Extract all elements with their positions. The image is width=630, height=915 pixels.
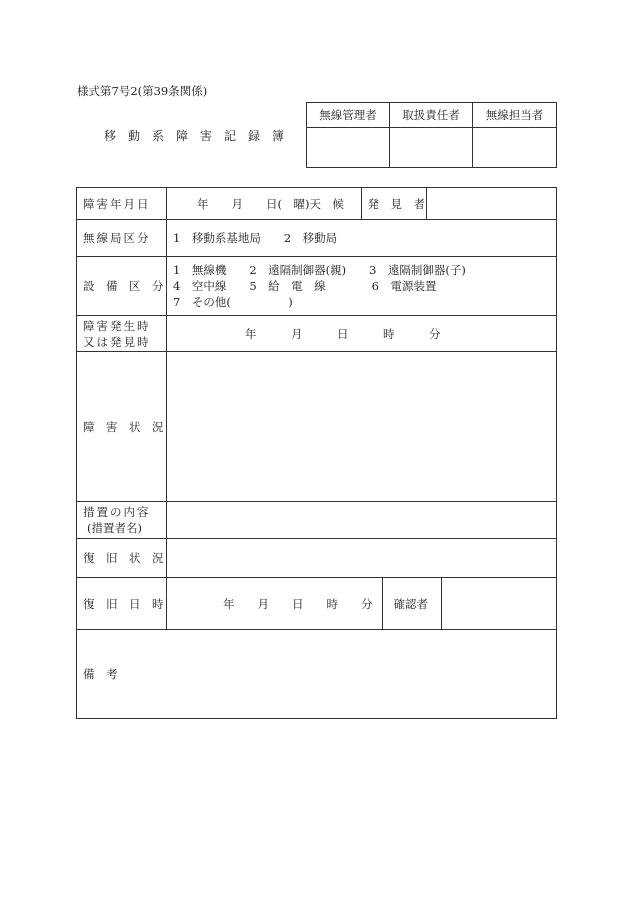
radio-staff-seal-box[interactable]: [473, 128, 557, 168]
finder-field[interactable]: [426, 188, 557, 219]
failure-date-label: 障害年月日: [77, 188, 167, 220]
occurrence-time-field[interactable]: 年 月 日 時 分: [167, 316, 557, 352]
radio-staff-header: 無線担当者: [473, 103, 557, 128]
station-type-row: [77, 220, 557, 257]
failure-status-field[interactable]: [167, 352, 557, 502]
handling-officer-header: 取扱責任者: [390, 103, 473, 128]
document-title: 移 動 系 障 害 記 録 簿: [104, 129, 285, 143]
form-identifier: 様式第7号2(第39条関係): [77, 84, 208, 98]
occurrence-time-label: [77, 316, 167, 352]
recovery-time-field[interactable]: 年 月 日 時 分: [223, 596, 373, 611]
confirmer-label: 確認者: [382, 578, 441, 629]
handling-officer-seal-box[interactable]: [390, 128, 473, 168]
failure-date-field[interactable]: 年 月 日( 曜)天 候: [197, 196, 344, 211]
record-table: [76, 187, 557, 719]
failure-status-row: [77, 352, 557, 502]
occurrence-label-line-1: 障害発生時: [83, 318, 151, 333]
equipment-options-line-1: 1 無線機 2 遠隔制御器(親) 3 遠隔制御器(子): [173, 263, 466, 277]
station-type-options[interactable]: 1 移動系基地局 2 移動局: [167, 220, 557, 257]
equipment-type-label: 設 備 区 分: [77, 257, 167, 316]
finder-label: 発 見 者: [361, 188, 426, 219]
measures-label: [77, 502, 167, 539]
radio-manager-header: 無線管理者: [307, 103, 390, 128]
equipment-options-line-2: 4 空中線 5 給 電 線 6 電源装置: [173, 279, 437, 293]
remarks-cell[interactable]: [77, 630, 557, 719]
recovery-time-label: 復 旧 日 時: [77, 578, 167, 630]
equipment-type-options[interactable]: [167, 257, 557, 316]
measures-field[interactable]: [167, 502, 557, 539]
station-type-label: 無線局区分: [77, 220, 167, 257]
recovery-time-row: [77, 578, 557, 630]
equipment-type-row: [77, 257, 557, 316]
recovery-status-field[interactable]: [167, 539, 557, 578]
measures-label-line-2: (措置者名): [87, 521, 142, 535]
failure-status-label: 障 害 状 況: [77, 352, 167, 502]
equipment-options-line-3: 7 その他( ): [173, 295, 293, 309]
radio-manager-seal-box[interactable]: [307, 128, 390, 168]
confirmer-field[interactable]: [441, 578, 557, 629]
remarks-row: [77, 630, 557, 719]
recovery-status-label: 復 旧 状 況: [77, 539, 167, 578]
signature-table: [306, 102, 557, 168]
occurrence-label-line-2: 又は発見時: [83, 334, 151, 349]
measures-label-line-1: 措置の内容: [83, 505, 151, 519]
remarks-label: 備 考: [83, 667, 118, 681]
measures-row: [77, 502, 557, 539]
failure-date-row: [77, 188, 557, 220]
occurrence-time-row: [77, 316, 557, 352]
recovery-status-row: [77, 539, 557, 578]
